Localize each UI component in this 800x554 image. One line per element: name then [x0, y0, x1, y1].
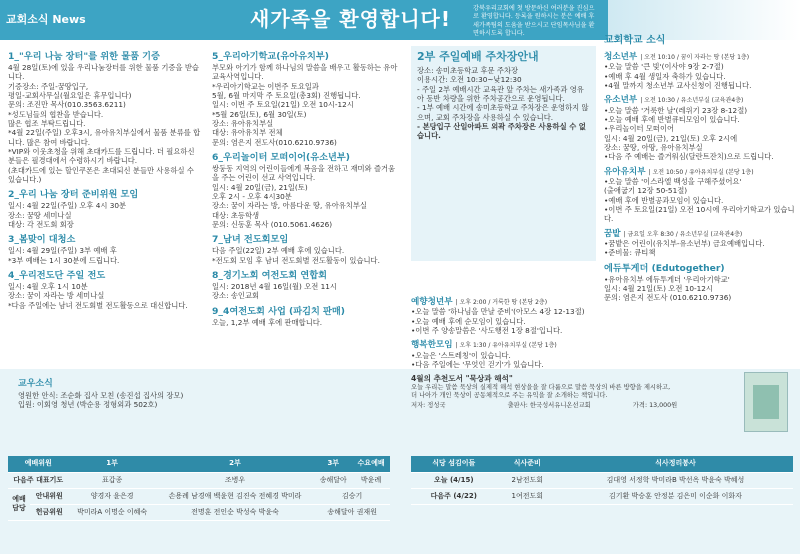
kids-name: 유소년부	[604, 95, 638, 106]
edutogether-body: •유아유치부 에듀투게더 '우리아기학교' 일시: 4월 21일(토) 오전 10-12시 문의: 염은지 전도사 (010.6210.9736)	[604, 274, 732, 303]
table-row	[8, 472, 390, 488]
news-column-2	[212, 46, 402, 327]
table-cell: 1여전도회	[497, 488, 558, 504]
happy-info: | 오후 1:30 / 유아유치부실 (본당 1층)	[455, 342, 557, 350]
table-cell: 김승기	[314, 488, 390, 504]
book-recommendation	[411, 374, 721, 410]
teen-body: •오늘 말씀 '큰 빛'(이사야 9장 2-7절) •예배 후 4월 생일자 축하가 있습니다. •4월 말까지 청소년부 교사신청이 진행됩니다.	[604, 62, 752, 90]
table-cell: 김기환 박승훈 안정분 김은미 이순화 이화자	[558, 488, 793, 504]
item-9-body: 오늘, 1,2부 예배 후에 판매합니다.	[212, 317, 323, 327]
youth-name: 예향청년부	[411, 297, 453, 307]
member-news-title: 교우소식	[18, 379, 53, 389]
item-2-body: 일시: 4월 22일(주일) 오후 4시 30분 장소: 꿈땅 세미나실 대상: 각 전도회 회장	[8, 201, 127, 229]
item-3-body: 일시: 4월 29일(주일) 3부 예배 후 *3부 예배는 1시 30분에 드립니다.	[8, 246, 120, 265]
item-8-body: 일시: 2018년 4월 16일(월) 오전 11시 장소: 송인교회	[212, 282, 337, 301]
youth-info: | 오후 2:00 / 거룩한 땅 (본당 2층)	[455, 299, 548, 306]
member-news	[18, 374, 398, 409]
parking-body: 장소: 송미초등학교 후문 주차장 이용시간: 오전 10:30~낮12:30 - 주일 2부 예배시간 교육관 앞 주차는 새가족과 영유아 동반 차량을 위한 주차공간으로 운영됩니다. - 1부 예배 시간에 송미초등학교 주차장은 운영하지 않으며, 교회 주차장을 사용하실 수 있습니다.	[417, 66, 589, 122]
teen-name: 청소년부	[604, 52, 638, 62]
table-header-row	[411, 456, 793, 472]
book-cover-image	[744, 372, 788, 432]
table-cell: 김대영 서정학 박미라B 박선옥 박윤숙 박혜성	[558, 472, 793, 488]
member-news-body: 영원한 안식: 조순화 집사 모친 (송진섭 집사의 장모) 입원: 이회영 청년 (박순용 정형외과 502호)	[18, 390, 184, 410]
kids-info: | 오전 10:30 / 유소년부실 (교육관4층)	[640, 97, 744, 105]
table-cell: 송해달아 권재원	[314, 504, 390, 520]
welcome-title: 새가족을 환영합니다!	[250, 7, 451, 31]
book-title: 4월의 추천도서 "묵상과 해석"	[411, 374, 513, 383]
table-cell: 헌금위원	[30, 504, 69, 520]
item-5-title: 5_우리아기학교(유아유치부)	[212, 51, 330, 62]
table-cell: 전명훈 전인순 박성숙 박윤숙	[156, 504, 315, 520]
happy-body: •오늘은 '스트레칭'이 있습니다. •다음 주일에는 '무엇인 걷기'가 있습니다.	[411, 350, 544, 369]
preschool-name: 유아유치부	[604, 166, 646, 177]
table-cell: 2남전도회	[497, 472, 558, 488]
parking-box	[411, 46, 596, 261]
teen-info: | 오전 10:10 / 꿈이 자라는 땅 (본당 1층)	[640, 54, 750, 61]
parking-warning: - 본당입구 산일아파트 외곽 주차장은 사용하실 수 없습니다.	[417, 122, 586, 141]
table-row	[411, 472, 793, 488]
item-6-body: 쌍둥동 지역의 어린이들에게 복음을 전하고 재미와 즐거움을 주는 어린이 선교 사역입니다. 일시: 4월 20일(금), 21일(토) 오후 2시 - 오후 4시30분 장소: 꿈이 자라는 방, 아름다운 땅, 유아유치부실 대상: 초등학생 문의: 신동훈 목사 (010.5061.4626)	[212, 164, 396, 229]
kids-body: •오늘 말씀 '거룩한 날'(레위기 23장 8-12절) •오늘 예배 후에 반별큐티모임이 있습니다. •우리놀이터 모떠이어 일시: 4월 20일(금), 21일(토) 오후 2시에 장소: 꿈땅, 아땅, 유아유치부실 •다음 주 예배는 즐거워심(달란트잔치)으로 드립니다.	[604, 105, 774, 162]
table-header-cell: 1부	[69, 456, 156, 472]
teen-title	[604, 52, 796, 62]
table-cell: 안내위원	[30, 488, 69, 504]
item-7-title: 7_남녀 전도회모임	[212, 234, 289, 246]
dream-body: •꿈밭은 어린이(유치부-유소년부) 금요예배입니다. •준비물: 큐티책	[604, 238, 765, 258]
table-header-cell: 2부	[156, 456, 315, 472]
news-label: 교회소식 News	[6, 13, 86, 26]
table-cell: 송해달아	[314, 472, 352, 488]
dream-title	[604, 229, 796, 239]
item-3-title: 3_봄맞이 대청소	[8, 234, 76, 246]
table-header-cell: 식사준비	[497, 456, 558, 472]
item-1-body: 4월 28일(토)에 있을 우리나눔장터를 위한 물품 기증을 받습니다. 기증장소: 주일-꿈땅입구, 평일-교회사무실(월요일은 휴무입니다) 문의: 조진만 목사(010.3563.6211) *성도님들의 협찬을 받습니다. 많은 협조 부탁드립니다. *4월 22일(주일) 오후3시, 유아유치부실에서 물품 분류를 합니다. 많은 참여 바랍니다. *VIP와 이웃초청을 위해 초대카드를 드립니다. 더 필요하신 분들은 필경대에서 수령하시기 바랍니다. (초대카드에 있는 할인쿠폰은 초대되신 분들만 사용하실 수 있습니다.)	[8, 63, 201, 184]
table-row	[411, 488, 793, 504]
table-cell: 양경자 윤은경	[69, 488, 156, 504]
young-adult-section	[411, 292, 596, 369]
parking-title: 2부 주일예배 주차장안내	[417, 50, 539, 63]
item-5-body: 부모와 아기가 함께 하나님의 말씀을 배우고 활동하는 유아교육사역입니다. *우리아기학교는 이번주 토요일과 5월, 6월 마지막 주 토요일(총3회) 진행됩니다. 일시: 이번 주 토요일(21일) 오전 10시-12시 *5월 26일(토), 6월 30일(토) 장소: 유아유치부실 대상: 유아유치부 전체 문의: 염은지 전도사(010.6210.9736)	[212, 63, 398, 147]
table-header-row	[8, 456, 390, 472]
book-author: 저자: 정성국	[411, 401, 446, 409]
item-4-body: 일시: 4월 오후 1시 10분 장소: 꿈이 자라는 방 세미나실 *다음 주일에는 남녀 전도회별 전도활동으로 대신합니다.	[8, 282, 188, 310]
preschool-info: | 오전 10:50 / 유아유치부실 (본당 1층)	[648, 168, 754, 176]
table-side-label: 예배 담당	[8, 488, 30, 520]
table-header-cell: 예배위원	[8, 456, 69, 472]
book-publisher: 출판사: 한국성서유니온선교회	[507, 401, 591, 409]
table-cell: 오늘 (4/15)	[411, 472, 497, 488]
table-row	[8, 488, 390, 504]
table-cell: 표갑종	[69, 472, 156, 488]
church-school-title: 교회학교 소식	[604, 35, 666, 46]
table-cell: 박윤례	[352, 472, 390, 488]
table-header-cell: 3부	[314, 456, 352, 472]
table-cell: 손용례 남경애 백윤현 김진숙 전혜경 박미라	[156, 488, 315, 504]
happy-name: 행복한모임	[411, 340, 453, 351]
table-cell: 조병우	[156, 472, 315, 488]
book-body: 오늘 우리는 말씀 묵상의 실제적 해석 현상을을 잘 다룹으로 말씀 묵상의 바른 방향을 제시하고, 더 나아가 개인 묵상이 공동체적으로 주는 유익을 잘 소개하는 책입니다.	[411, 383, 671, 399]
table-header-cell: 식당 섬김이들	[411, 456, 497, 472]
worship-duty-table	[8, 456, 390, 521]
item-7-body: 다음 주일(22일) 2부 예배 후에 있습니다. *전도회 모임 후 남녀 전도회별 전도활동이 있습니다.	[212, 246, 380, 265]
church-school-column	[604, 30, 796, 303]
edutogether-title: 에듀투게더 (Edutogether)	[604, 262, 725, 274]
book-price: 가격: 13,000원	[632, 401, 678, 409]
table-cell: 다음주 대표기도	[8, 472, 69, 488]
table-cell: 박미라A 이명순 이혜숙	[69, 504, 156, 520]
preschool-body: •오늘 말씀 '이스라엘 백성을 구해주셨어요' (출애굽기 12장 50-51절) •예배 후에 반별공과모임이 있습니다. •이번 주 토요일(21일) 오전 10시에 우리아기학교가 있습니다.	[604, 176, 795, 224]
item-1-title: 1_"우리 나눔 장터"를 위한 물품 기증	[8, 51, 160, 62]
dream-name: 꿈밭	[604, 228, 621, 239]
news-column-1	[8, 46, 203, 310]
item-4-title: 4_우리전도단 주일 전도	[8, 270, 106, 281]
table-row	[8, 504, 390, 520]
youth-body: •오늘 말씀 '하나님을 만날 준비'(아모스 4장 12-13절) •오늘 예배 후에 순모임이 있습니다. •이번 주 양송말씀은 '사도행전 1장 8절'입니다.	[411, 307, 585, 335]
welcome-note: 강북우리교회에 첫 방문하신 여러분을 진심으로 환영합니다. 등록을 원하시는 분은 예배 후 새가족팀의 도움을 받으시고 단임목사님을 환 면하시도록 합니다.	[473, 5, 595, 38]
item-2-title: 2_우리 나눔 장터 준비위원 모임	[8, 189, 139, 201]
meal-duty-table	[411, 456, 793, 505]
dream-info: | 금요일 오후 8:30 / 유소년부실 (교육관4층)	[623, 230, 743, 238]
table-header-cell: 식사정리봉사	[558, 456, 793, 472]
item-8-title: 8_경기노회 여전도회 연합회	[212, 270, 328, 281]
youth-title	[411, 297, 596, 307]
table-cell: 다음주 (4/22)	[411, 488, 497, 504]
happy-title	[411, 340, 596, 350]
item-6-title: 6_우리놀이터 모떠이어(유소년부)	[212, 151, 350, 163]
preschool-title	[604, 167, 796, 177]
kids-title	[604, 95, 796, 105]
table-header-cell: 수요예배	[352, 456, 390, 472]
item-9-title: 9_4여전도회 사업 (파김치 판매)	[212, 305, 345, 317]
